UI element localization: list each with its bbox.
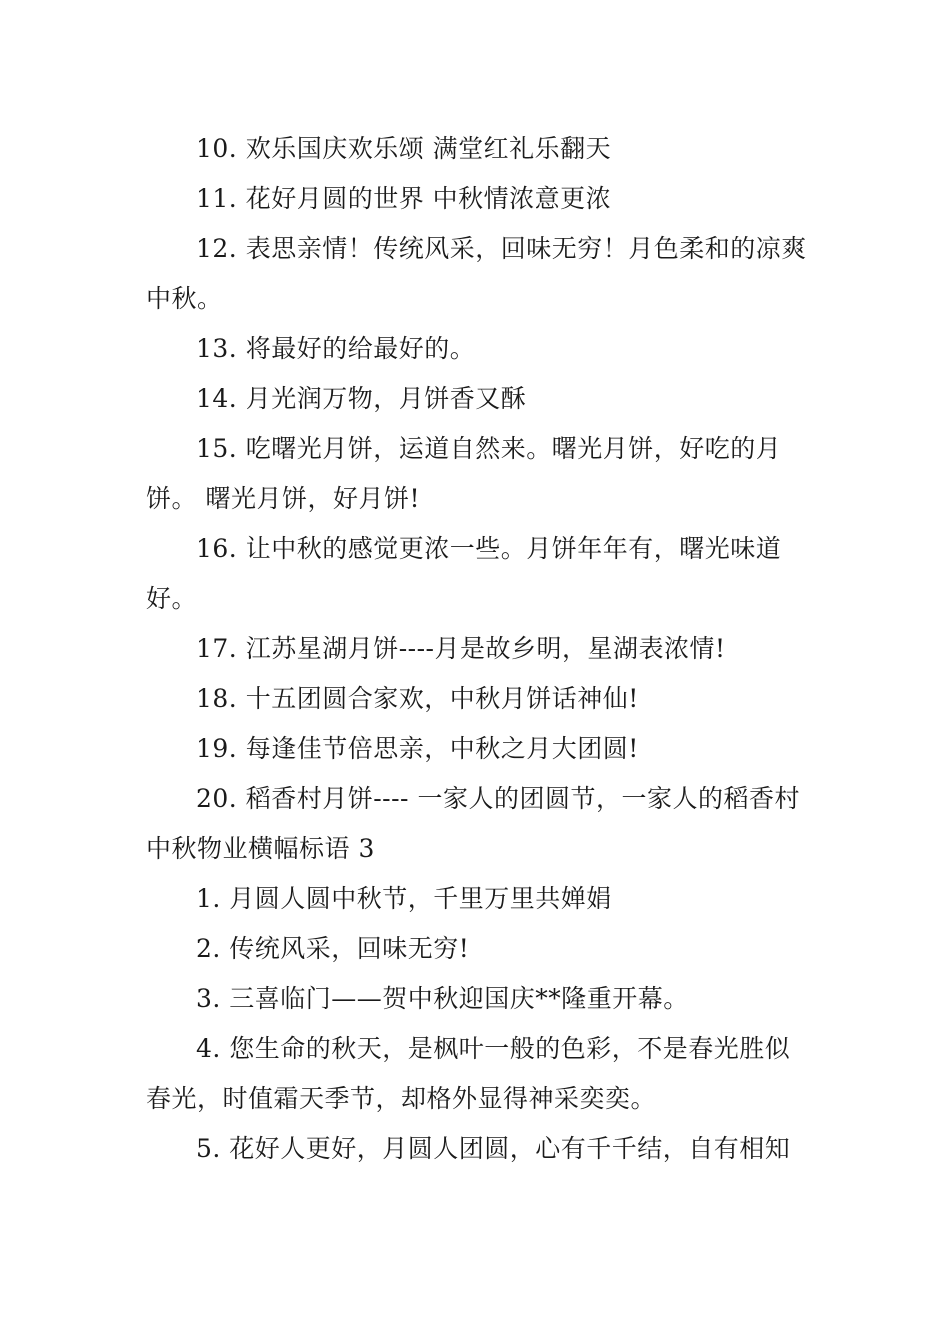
list-item: 5. 花好人更好，月圆人团圆，心有千千结，自有相知: [196, 1134, 791, 1163]
list-item: 19. 每逢佳节倍思亲，中秋之月大团圆!: [196, 734, 639, 763]
list-item: 10. 欢乐国庆欢乐颂 满堂红礼乐翻天: [196, 134, 612, 163]
list-item: 14. 月光润万物，月饼香又酥: [196, 384, 527, 413]
list-item: 18. 十五团圆合家欢，中秋月饼话神仙!: [196, 684, 639, 713]
document-body: [146, 124, 808, 1174]
list-item: 15. 吃曙光月饼，运道自然来。曙光月饼，好吃的月饼。 曙光月饼，好月饼!: [146, 434, 782, 513]
list-item: 16. 让中秋的感觉更浓一些。月饼年年有，曙光味道好。: [146, 534, 782, 613]
list-item: 1. 月圆人圆中秋节，千里万里共婵娟: [196, 884, 612, 913]
list-item: 2. 传统风采，回味无穷!: [196, 934, 470, 963]
list-item: 12. 表思亲情！传统风采，回味无穷！月色柔和的凉爽中秋。: [146, 234, 807, 313]
list-item: 17. 江苏星湖月饼----月是故乡明，星湖表浓情!: [196, 634, 726, 663]
list-item: 3. 三喜临门——贺中秋迎国庆**隆重开幕。: [196, 984, 689, 1013]
list-item: 4. 您生命的秋天，是枫叶一般的色彩，不是春光胜似春光，时值霜天季节，却格外显得神采奕奕。: [146, 1034, 791, 1113]
section-heading: 中秋物业横幅标语 3: [146, 834, 375, 863]
list-item: 20. 稻香村月饼---- 一家人的团圆节，一家人的稻香村: [196, 784, 800, 813]
list-item: 13. 将最好的给最好的。: [196, 334, 476, 363]
list-item: 11. 花好月圆的世界 中秋情浓意更浓: [196, 184, 612, 213]
